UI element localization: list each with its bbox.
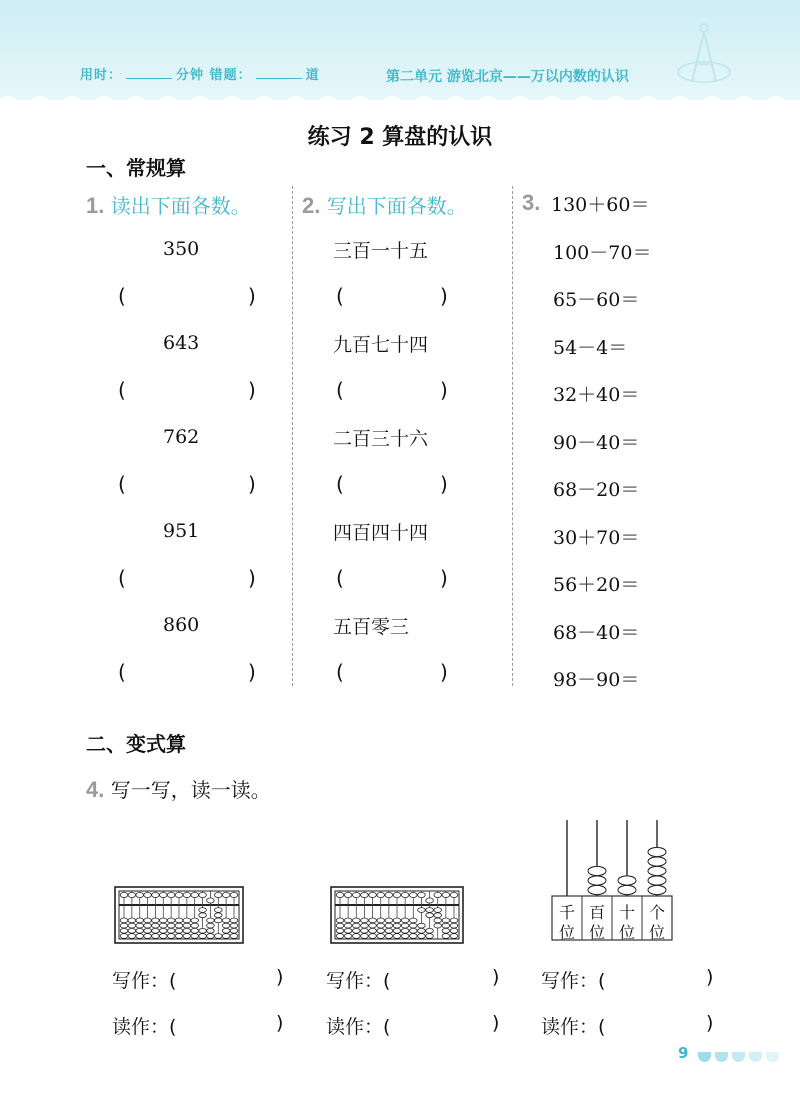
abacus-bead bbox=[214, 934, 222, 939]
abacus-bead bbox=[175, 918, 183, 923]
question-3-number: 3. bbox=[522, 190, 541, 215]
abacus-bead bbox=[369, 918, 377, 923]
abacus-bead bbox=[352, 923, 360, 928]
abacus-bead bbox=[409, 918, 417, 923]
section-heading-variant: 二、变式算 bbox=[86, 732, 186, 756]
arithmetic-problem[interactable]: 68－20＝ bbox=[553, 479, 640, 501]
arithmetic-problem[interactable]: 65－60＝ bbox=[553, 289, 640, 311]
abacus-bead bbox=[136, 923, 144, 928]
abacus-bead bbox=[120, 892, 128, 897]
time-blank[interactable] bbox=[126, 66, 172, 79]
chinese-number-to-write: 三百一十五 bbox=[333, 240, 429, 262]
abacus-bead bbox=[377, 892, 385, 897]
read-as-label: 读作：( bbox=[541, 1016, 606, 1038]
question-1-number: 1. bbox=[86, 193, 105, 218]
abacus-bead bbox=[442, 918, 450, 923]
read-as-answer-blank[interactable] bbox=[404, 1012, 486, 1040]
abacus-bead bbox=[159, 923, 167, 928]
abacus-bead bbox=[128, 918, 136, 923]
abacus-bead bbox=[222, 923, 230, 928]
abacus-bead bbox=[401, 892, 409, 897]
place-label-bottom: 位 bbox=[558, 923, 575, 942]
abacus-bead bbox=[167, 928, 175, 933]
decoration-dot bbox=[715, 1052, 728, 1062]
abacus-bead bbox=[426, 934, 434, 939]
section-heading-regular: 一、常规算 bbox=[86, 156, 186, 180]
abacus-bead bbox=[175, 934, 183, 939]
question-1-title bbox=[86, 190, 251, 219]
decoration-dot bbox=[766, 1052, 779, 1062]
abacus-bead bbox=[230, 928, 238, 933]
abacus-bead bbox=[344, 923, 352, 928]
counter-bead bbox=[648, 876, 666, 885]
abacus-bead bbox=[167, 934, 175, 939]
abacus-bead bbox=[442, 892, 450, 897]
answer-paren-open: ( bbox=[336, 472, 344, 496]
abacus-bead bbox=[230, 918, 238, 923]
answer-blank[interactable] bbox=[350, 378, 436, 404]
question-2-title bbox=[302, 190, 467, 219]
abacus-bead bbox=[409, 928, 417, 933]
abacus-bead bbox=[418, 923, 426, 928]
abacus-bead bbox=[222, 934, 230, 939]
counter-bead bbox=[618, 876, 636, 885]
answer-paren-open: ( bbox=[118, 472, 126, 496]
abacus-bead bbox=[230, 934, 238, 939]
abacus-bead bbox=[442, 928, 450, 933]
abacus-bead bbox=[191, 892, 199, 897]
column-divider bbox=[292, 186, 293, 686]
abacus-bead bbox=[120, 918, 128, 923]
answer-paren-close: ) bbox=[440, 472, 448, 496]
abacus-bead bbox=[183, 934, 191, 939]
decoration-dot bbox=[698, 1052, 711, 1062]
abacus-bead bbox=[183, 928, 191, 933]
column-divider bbox=[512, 186, 513, 686]
abacus-bead bbox=[128, 923, 136, 928]
abacus-bead bbox=[434, 892, 442, 897]
abacus-bead bbox=[393, 892, 401, 897]
minute-label: 分钟 bbox=[176, 68, 205, 83]
answer-blank[interactable] bbox=[132, 378, 244, 404]
compass-icon bbox=[676, 20, 732, 90]
abacus-bead bbox=[222, 928, 230, 933]
abacus-bead bbox=[426, 913, 434, 918]
abacus-bead bbox=[450, 918, 458, 923]
answer-paren-close: ) bbox=[248, 284, 256, 308]
chinese-number-to-write: 二百三十六 bbox=[333, 428, 429, 450]
abacus-bead bbox=[136, 928, 144, 933]
chinese-number-to-write: 五百零三 bbox=[333, 616, 410, 638]
chinese-number-to-write: 九百七十四 bbox=[333, 334, 429, 356]
abacus-bead bbox=[136, 918, 144, 923]
answer-paren-open: ( bbox=[336, 284, 344, 308]
abacus-bead bbox=[199, 908, 207, 913]
abacus-bead bbox=[336, 918, 344, 923]
write-as-label: 写作：( bbox=[326, 970, 391, 992]
abacus-bead bbox=[442, 934, 450, 939]
read-as-label: 读作：( bbox=[326, 1016, 391, 1038]
abacus-bead bbox=[336, 923, 344, 928]
answer-paren-open: ( bbox=[336, 378, 344, 402]
abacus-bead bbox=[369, 934, 377, 939]
abacus-bead bbox=[144, 918, 152, 923]
arithmetic-problem[interactable]: 98－90＝ bbox=[553, 669, 640, 691]
error-blank[interactable] bbox=[256, 66, 302, 79]
abacus-bead bbox=[167, 918, 175, 923]
abacus-bead bbox=[385, 923, 393, 928]
abacus-bead bbox=[167, 892, 175, 897]
abacus-bead bbox=[393, 928, 401, 933]
abacus-bead bbox=[152, 928, 160, 933]
abacus-bead bbox=[128, 934, 136, 939]
abacus-bead bbox=[393, 918, 401, 923]
abacus-bead bbox=[434, 908, 442, 913]
abacus-bead bbox=[426, 898, 434, 903]
arithmetic-problem[interactable]: 32＋40＝ bbox=[553, 384, 640, 406]
abacus-bead bbox=[207, 918, 215, 923]
abacus-bead bbox=[361, 934, 369, 939]
abacus-bead bbox=[152, 918, 160, 923]
abacus-2-illustration bbox=[330, 886, 464, 944]
answer-paren-close: ) bbox=[248, 660, 256, 684]
chinese-number-to-write: 四百四十四 bbox=[333, 522, 429, 544]
abacus-bead bbox=[207, 928, 215, 933]
question-4-text: 写一写，读一读。 bbox=[110, 778, 271, 802]
answer-blank[interactable] bbox=[132, 566, 244, 592]
unit-title: 第二单元 游览北京——万以内数的认识 bbox=[386, 69, 629, 85]
number-to-read: 860 bbox=[163, 614, 200, 636]
write-as-paren-close: ) bbox=[276, 966, 284, 988]
abacus-bead bbox=[207, 934, 215, 939]
abacus-bead bbox=[191, 918, 199, 923]
arithmetic-problem[interactable]: 54－4＝ bbox=[553, 336, 628, 359]
abacus-bead bbox=[199, 913, 207, 918]
read-as-label: 读作：( bbox=[112, 1016, 177, 1038]
abacus-bead bbox=[361, 923, 369, 928]
read-as-paren-close: ) bbox=[276, 1012, 284, 1034]
answer-paren-close: ) bbox=[440, 284, 448, 308]
abacus-bead bbox=[159, 928, 167, 933]
abacus-bead bbox=[442, 923, 450, 928]
abacus-bead bbox=[344, 934, 352, 939]
answer-blank[interactable] bbox=[132, 660, 244, 686]
place-label-top: 个 bbox=[648, 903, 665, 922]
counter-bead bbox=[588, 876, 606, 885]
counter-bead bbox=[648, 866, 666, 875]
abacus-bead bbox=[409, 923, 417, 928]
abacus-bead bbox=[385, 928, 393, 933]
abacus-bead bbox=[369, 928, 377, 933]
abacus-bead bbox=[214, 913, 222, 918]
question-4-title bbox=[86, 774, 271, 803]
abacus-bead bbox=[199, 892, 207, 897]
abacus-bead bbox=[120, 928, 128, 933]
write-as-paren-close: ) bbox=[706, 966, 714, 988]
time-error-record bbox=[80, 64, 320, 83]
write-as-answer-blank[interactable] bbox=[190, 966, 270, 994]
write-as-paren-close: ) bbox=[492, 966, 500, 988]
abacus-bead bbox=[222, 918, 230, 923]
abacus-bead bbox=[401, 923, 409, 928]
counter-bead bbox=[588, 885, 606, 894]
abacus-bead bbox=[175, 928, 183, 933]
abacus-bead bbox=[214, 908, 222, 913]
header-wave-decoration bbox=[0, 88, 800, 112]
abacus-bead bbox=[199, 934, 207, 939]
abacus-bead bbox=[434, 918, 442, 923]
answer-paren-open: ( bbox=[118, 284, 126, 308]
abacus-bead bbox=[336, 928, 344, 933]
abacus-bead bbox=[175, 892, 183, 897]
abacus-bead bbox=[336, 934, 344, 939]
abacus-bead bbox=[377, 918, 385, 923]
abacus-bead bbox=[418, 892, 426, 897]
read-as-paren-close: ) bbox=[492, 1012, 500, 1034]
place-label-top: 十 bbox=[618, 903, 635, 922]
abacus-bead bbox=[230, 892, 238, 897]
place-label-top: 百 bbox=[588, 903, 605, 922]
abacus-bead bbox=[191, 934, 199, 939]
answer-blank[interactable] bbox=[350, 472, 436, 498]
abacus-bead bbox=[159, 934, 167, 939]
abacus-bead bbox=[418, 908, 426, 913]
decoration-dot bbox=[749, 1052, 762, 1062]
page-decoration-dots bbox=[698, 1047, 783, 1066]
read-as-paren-close: ) bbox=[706, 1012, 714, 1034]
abacus-bead bbox=[136, 934, 144, 939]
write-as-answer-blank[interactable] bbox=[404, 966, 486, 994]
abacus-bead bbox=[352, 918, 360, 923]
abacus-bead bbox=[426, 908, 434, 913]
abacus-bead bbox=[222, 892, 230, 897]
answer-paren-close: ) bbox=[248, 566, 256, 590]
abacus-bead bbox=[128, 928, 136, 933]
abacus-bead bbox=[352, 892, 360, 897]
abacus-bead bbox=[230, 923, 238, 928]
answer-blank[interactable] bbox=[350, 660, 436, 686]
abacus-bead bbox=[144, 928, 152, 933]
abacus-bead bbox=[369, 923, 377, 928]
answer-blank[interactable] bbox=[350, 284, 436, 310]
abacus-bead bbox=[144, 892, 152, 897]
read-as-answer-blank[interactable] bbox=[190, 1012, 270, 1040]
abacus-bead bbox=[183, 918, 191, 923]
answer-paren-open: ( bbox=[336, 660, 344, 684]
arithmetic-problem[interactable]: 68－40＝ bbox=[553, 621, 640, 644]
abacus-bead bbox=[352, 928, 360, 933]
abacus-bead bbox=[191, 928, 199, 933]
place-label-top: 千 bbox=[558, 903, 575, 922]
arithmetic-problem[interactable]: 90－40＝ bbox=[553, 431, 640, 454]
abacus-bead bbox=[175, 923, 183, 928]
write-as-label: 写作：( bbox=[541, 970, 606, 992]
abacus-bead bbox=[377, 928, 385, 933]
abacus-bead bbox=[159, 918, 167, 923]
abacus-bead bbox=[385, 892, 393, 897]
abacus-bead bbox=[167, 923, 175, 928]
abacus-bead bbox=[426, 928, 434, 933]
counter-bead bbox=[648, 885, 666, 894]
counter-bead bbox=[648, 857, 666, 866]
abacus-bead bbox=[450, 923, 458, 928]
abacus-bead bbox=[377, 923, 385, 928]
place-label-bottom: 位 bbox=[588, 923, 605, 942]
abacus-bead bbox=[352, 934, 360, 939]
abacus-bead bbox=[434, 923, 442, 928]
abacus-bead bbox=[450, 934, 458, 939]
abacus-bead bbox=[152, 923, 160, 928]
answer-blank[interactable] bbox=[350, 566, 436, 592]
arithmetic-problem[interactable]: 30＋70＝ bbox=[553, 526, 640, 549]
abacus-bead bbox=[183, 892, 191, 897]
counter-bead bbox=[648, 847, 666, 856]
answer-paren-close: ) bbox=[440, 566, 448, 590]
abacus-bead bbox=[136, 892, 144, 897]
arithmetic-problem[interactable]: 130＋60＝ bbox=[551, 194, 650, 216]
abacus-bead bbox=[434, 913, 442, 918]
count-label: 道 bbox=[305, 68, 320, 83]
answer-paren-close: ) bbox=[440, 660, 448, 684]
abacus-bead bbox=[450, 928, 458, 933]
time-label: 用时： bbox=[80, 68, 123, 83]
abacus-bead bbox=[409, 934, 417, 939]
answer-paren-open: ( bbox=[118, 660, 126, 684]
abacus-bead bbox=[401, 918, 409, 923]
number-to-read: 350 bbox=[163, 238, 200, 260]
abacus-bead bbox=[191, 923, 199, 928]
arithmetic-problem[interactable]: 100－70＝ bbox=[553, 241, 652, 264]
abacus-bead bbox=[120, 934, 128, 939]
abacus-bead bbox=[401, 934, 409, 939]
answer-paren-close: ) bbox=[440, 378, 448, 402]
error-label: 错题： bbox=[209, 68, 252, 83]
abacus-bead bbox=[369, 892, 377, 897]
number-to-read: 951 bbox=[163, 520, 200, 542]
abacus-bead bbox=[159, 892, 167, 897]
page-number: 9 bbox=[678, 1044, 689, 1062]
abacus-bead bbox=[418, 934, 426, 939]
abacus-bead bbox=[120, 923, 128, 928]
question-1-text: 读出下面各数。 bbox=[110, 194, 251, 218]
answer-paren-close: ) bbox=[248, 378, 256, 402]
place-label-bottom: 位 bbox=[648, 923, 665, 942]
abacus-bead bbox=[344, 918, 352, 923]
answer-paren-open: ( bbox=[118, 566, 126, 590]
answer-blank[interactable] bbox=[132, 472, 244, 498]
abacus-bead bbox=[128, 892, 136, 897]
number-to-read: 762 bbox=[163, 426, 200, 448]
abacus-bead bbox=[152, 892, 160, 897]
counter-bead bbox=[618, 885, 636, 894]
abacus-bead bbox=[207, 898, 215, 903]
question-2-text: 写出下面各数。 bbox=[326, 194, 467, 218]
abacus-bead bbox=[144, 923, 152, 928]
abacus-bead bbox=[214, 892, 222, 897]
abacus-bead bbox=[385, 918, 393, 923]
place-label-bottom: 位 bbox=[618, 923, 635, 942]
abacus-bead bbox=[344, 892, 352, 897]
counter-bead bbox=[588, 866, 606, 875]
number-to-read: 643 bbox=[163, 332, 200, 354]
abacus-bead bbox=[183, 923, 191, 928]
write-as-label: 写作：( bbox=[112, 970, 177, 992]
answer-paren-close: ) bbox=[248, 472, 256, 496]
question-2-number: 2. bbox=[302, 193, 321, 218]
arithmetic-problem[interactable]: 56＋20＝ bbox=[553, 574, 640, 596]
answer-paren-open: ( bbox=[336, 566, 344, 590]
abacus-bead bbox=[409, 892, 417, 897]
abacus-bead bbox=[152, 934, 160, 939]
abacus-bead bbox=[377, 934, 385, 939]
abacus-bead bbox=[393, 923, 401, 928]
abacus-bead bbox=[385, 934, 393, 939]
abacus-bead bbox=[199, 928, 207, 933]
abacus-bead bbox=[361, 928, 369, 933]
write-as-answer-blank[interactable] bbox=[619, 966, 700, 994]
abacus-bead bbox=[361, 892, 369, 897]
answer-paren-open: ( bbox=[118, 378, 126, 402]
read-as-answer-blank[interactable] bbox=[619, 1012, 700, 1040]
decoration-dot bbox=[732, 1052, 745, 1062]
abacus-1-illustration bbox=[114, 886, 244, 944]
question-4-number: 4. bbox=[86, 777, 105, 802]
abacus-bead bbox=[144, 934, 152, 939]
abacus-bead bbox=[336, 892, 344, 897]
abacus-bead bbox=[450, 892, 458, 897]
abacus-bead bbox=[418, 928, 426, 933]
answer-blank[interactable] bbox=[132, 284, 244, 310]
abacus-bead bbox=[214, 918, 222, 923]
abacus-bead bbox=[393, 934, 401, 939]
page-title: 练习 2 算盘的认识 bbox=[307, 125, 493, 150]
abacus-bead bbox=[401, 928, 409, 933]
abacus-bead bbox=[361, 918, 369, 923]
abacus-bead bbox=[344, 928, 352, 933]
abacus-bead bbox=[207, 923, 215, 928]
